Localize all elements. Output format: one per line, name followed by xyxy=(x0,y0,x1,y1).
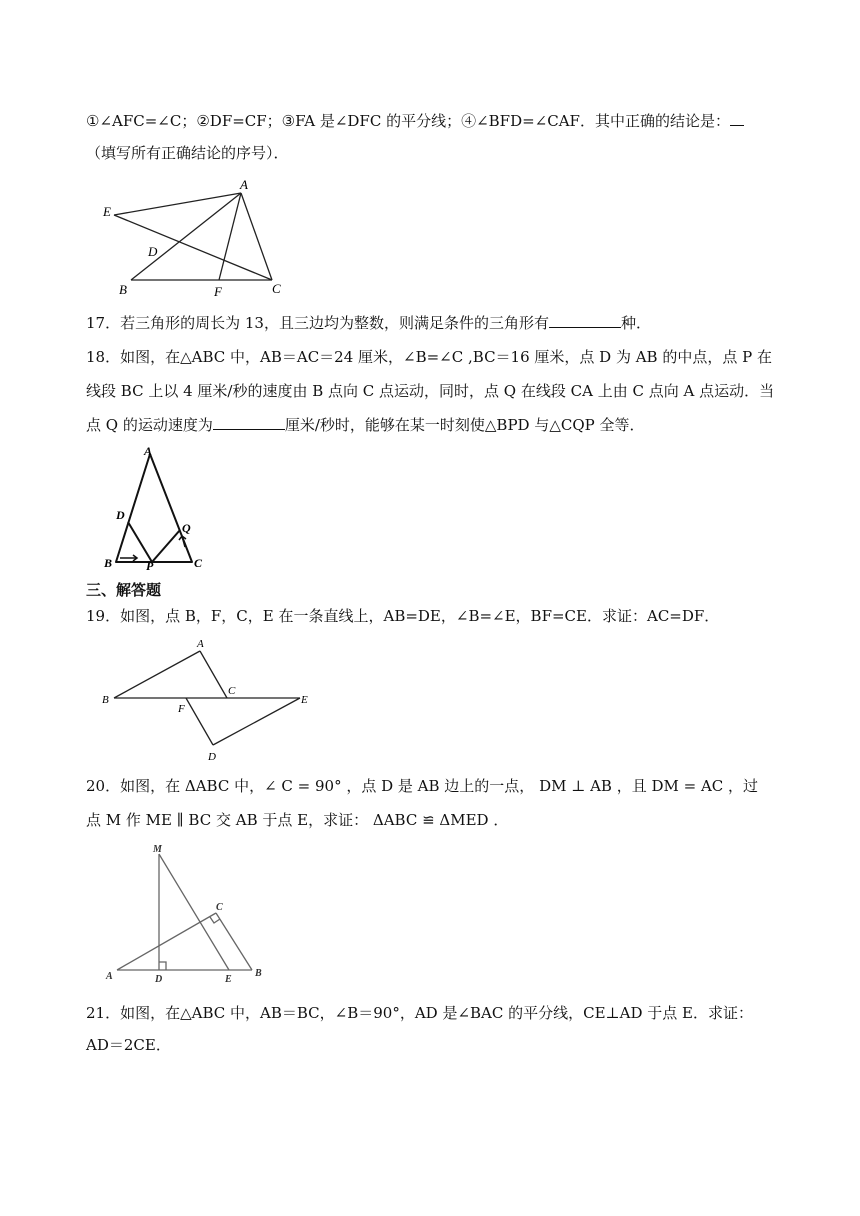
q19-label-B: B xyxy=(102,694,109,706)
q19-label-D: D xyxy=(208,751,216,763)
q16-label-C: C xyxy=(272,281,281,296)
q18-label-C: C xyxy=(194,556,203,570)
q20-statement-line1 xyxy=(86,776,758,796)
q18-label-D: D xyxy=(116,508,125,522)
q21-statement-line2: AD＝2CE． xyxy=(86,1036,171,1054)
q16-label-A: A xyxy=(240,177,248,192)
q18-statement-line2: 线段 BC 上以 4 厘米/秒的速度由 B 点向 C 点运动，同时，点 Q 在线段 CA 上由 C 点向 A 点运动．当 xyxy=(86,382,775,400)
q18-label-P: P xyxy=(146,559,154,573)
q19-label-A: A xyxy=(197,638,204,650)
q20-label-A: A xyxy=(106,971,113,982)
q20-statement-line2 xyxy=(86,810,508,830)
q16-label-E: E xyxy=(103,204,111,219)
q16-statement-line2: （填写所有正确结论的序号）． xyxy=(86,144,289,162)
q20-label-C: C xyxy=(216,902,223,913)
q18-statement-line1: 18．如图，在△ABC 中，AB＝AC＝24 厘米，∠B=∠C ,BC＝16 厘米，点 D 为 AB 的中点，点 P 在 xyxy=(86,348,772,366)
q18-label-Q: Q xyxy=(182,521,191,535)
q20-text-line2: 点 M 作 ME ∥ BC 交 AB 于点 E，求证： ΔABC ≌ ΔMED ． xyxy=(86,811,509,829)
q19-label-F: F xyxy=(178,703,185,715)
q19-label-C: C xyxy=(228,685,236,697)
q16-figure xyxy=(100,176,300,300)
q17-answer-blank[interactable] xyxy=(549,313,621,328)
q18-text-a: 点 Q 的运动速度为 xyxy=(86,416,213,434)
q18-label-B: B xyxy=(104,556,113,570)
q20-figure xyxy=(100,840,270,984)
q20-text-line1: 20．如图，在 ΔABC 中，∠ C = 90° ，点 D 是 AB 边上的一点， DM ⊥ AB ，且 DM = AC ，过 xyxy=(86,777,759,795)
q17-text-b: 种． xyxy=(620,314,651,332)
q16-label-F: F xyxy=(214,284,222,299)
q21-statement-line1: 21．如图，在△ABC 中，AB＝BC，∠B＝90°，AD 是∠BAC 的平分线，CE⊥AD 于点 E．求证： xyxy=(86,1004,753,1022)
q19-statement: 19．如图，点 B，F，C，E 在一条直线上，AB=DE，∠B=∠E，BF=CE．求证：AC=DF． xyxy=(86,607,720,625)
q17-statement xyxy=(86,313,651,333)
q16-label-D: D xyxy=(148,244,158,259)
q18-answer-blank[interactable] xyxy=(213,415,285,430)
q16-statement-line1 xyxy=(86,111,744,131)
q18-label-A: A xyxy=(144,444,153,458)
q18-text-b: 厘米/秒时，能够在某一时刻使△BPD 与△CQP 全等． xyxy=(284,416,645,434)
section-heading-solutions: 三、解答题 xyxy=(86,581,162,599)
q20-label-E: E xyxy=(225,974,232,985)
q19-label-E: E xyxy=(301,694,308,706)
q16-answer-blank[interactable] xyxy=(730,111,744,126)
q18-figure xyxy=(100,444,220,572)
q16-label-B: B xyxy=(119,282,127,297)
q20-label-D: D xyxy=(155,974,163,985)
q16-statement-text: ①∠AFC=∠C；②DF=CF；③FA 是∠DFC 的平分线；④∠BFD=∠CAF．其中正确的结论是： xyxy=(86,112,730,130)
q20-label-M: M xyxy=(153,844,162,855)
q20-label-B: B xyxy=(255,968,262,979)
q19-figure xyxy=(100,634,320,763)
q18-statement-line3 xyxy=(86,415,645,435)
q17-text-a: 17．若三角形的周长为 13，且三边均为整数，则满足条件的三角形有 xyxy=(86,314,549,332)
